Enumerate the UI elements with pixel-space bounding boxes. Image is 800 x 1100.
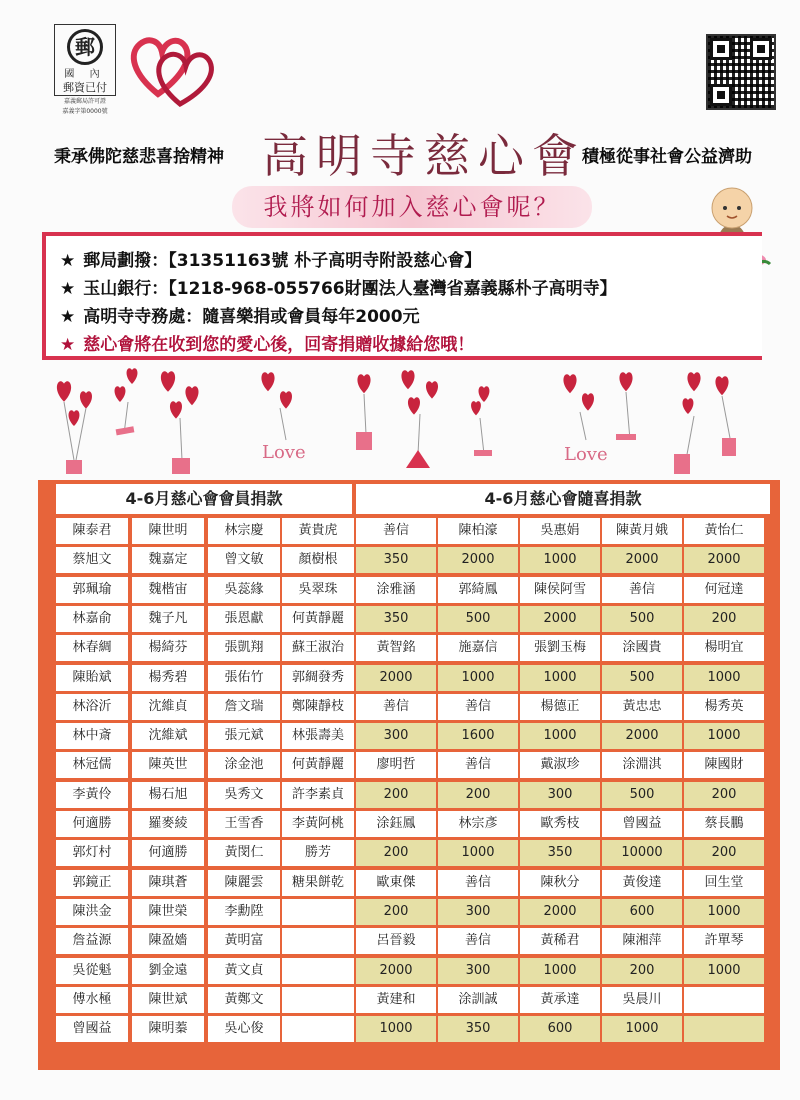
member-name-cell: 王雪香 <box>208 811 280 837</box>
member-name-cell: 張凱翔 <box>208 635 280 661</box>
donor-name-cell: 涂淵淇 <box>602 752 682 778</box>
member-name-cell: 張恩獻 <box>208 606 280 632</box>
donation-amount-cell: 200 <box>356 782 436 808</box>
free-donation-header: 4-6月慈心會隨喜捐款 <box>356 484 770 514</box>
donor-name-cell: 楊秀英 <box>684 694 764 720</box>
donor-name-cell: 黃智銘 <box>356 635 436 661</box>
member-name-cell: 林嘉俞 <box>56 606 128 632</box>
member-name-cell: 何適勝 <box>56 811 128 837</box>
member-name-cell: 曾國益 <box>56 1016 128 1042</box>
donation-amount-cell: 300 <box>520 782 600 808</box>
donor-name-cell: 吳惠娟 <box>520 518 600 544</box>
donor-name-cell: 善信 <box>602 577 682 603</box>
donation-amount-cell: 2000 <box>356 665 436 691</box>
member-name-cell: 糖果餅乾 <box>282 870 354 896</box>
love-label-1: Love <box>262 442 306 463</box>
donation-amount-cell: 2000 <box>356 958 436 984</box>
donor-name-cell: 陳侯阿雪 <box>520 577 600 603</box>
donor-name-cell: 施嘉信 <box>438 635 518 661</box>
donation-amount-cell: 1000 <box>438 840 518 866</box>
donor-name-cell: 陳柏濠 <box>438 518 518 544</box>
donation-table <box>38 480 780 1070</box>
join-info-box <box>42 232 762 360</box>
star-icon: ★ <box>60 307 76 327</box>
member-name-cell <box>282 958 354 984</box>
member-name-cell: 詹益源 <box>56 928 128 954</box>
member-name-cell: 林春綢 <box>56 635 128 661</box>
donor-name-cell: 呂晉毅 <box>356 928 436 954</box>
donor-name-cell: 黃稀君 <box>520 928 600 954</box>
donation-amount-cell: 300 <box>356 723 436 749</box>
donor-name-cell: 黃承達 <box>520 987 600 1013</box>
member-name-cell <box>282 987 354 1013</box>
member-name-cell: 黃文貞 <box>208 958 280 984</box>
member-name-cell: 羅麥綾 <box>132 811 204 837</box>
member-name-cell: 吳翠珠 <box>282 577 354 603</box>
member-name-cell: 黃閔仁 <box>208 840 280 866</box>
donation-amount-cell: 1600 <box>438 723 518 749</box>
slogan-left: 秉承佛陀慈悲喜捨精神 <box>54 147 224 167</box>
donor-name-cell: 陳國財 <box>684 752 764 778</box>
donor-name-cell: 何冠達 <box>684 577 764 603</box>
donor-name-cell: 涂雅涵 <box>356 577 436 603</box>
donor-name-cell: 戴淑珍 <box>520 752 600 778</box>
join-question-banner: 我將如何加入慈心會呢？ <box>232 186 592 228</box>
member-name-cell: 林宗慶 <box>208 518 280 544</box>
member-name-cell: 陳英世 <box>132 752 204 778</box>
donor-name-cell: 黃建和 <box>356 987 436 1013</box>
member-name-cell: 李黃伶 <box>56 782 128 808</box>
member-name-cell: 陳世斌 <box>132 987 204 1013</box>
donation-amount-cell: 350 <box>356 606 436 632</box>
member-name-cell: 顏樹根 <box>282 547 354 573</box>
member-name-cell: 沈維貞 <box>132 694 204 720</box>
member-name-cell: 陳洪金 <box>56 899 128 925</box>
member-name-cell: 楊石旭 <box>132 782 204 808</box>
member-name-cell <box>282 899 354 925</box>
donation-amount-cell: 600 <box>602 899 682 925</box>
member-name-cell <box>282 928 354 954</box>
donation-amount-cell: 350 <box>438 1016 518 1042</box>
member-name-cell: 郭珮瑜 <box>56 577 128 603</box>
donor-name-cell: 黃怡仁 <box>684 518 764 544</box>
info-text: 玉山銀行：【1218-968-055766財團法人臺灣省嘉義縣朴子高明寺】 <box>83 279 617 299</box>
heart-balloon-icon <box>57 381 92 474</box>
member-name-cell: 魏嘉定 <box>132 547 204 573</box>
member-name-cell: 黃明富 <box>208 928 280 954</box>
page-title: 高明寺慈心會 <box>262 129 586 183</box>
member-name-cell: 陳琪蒼 <box>132 870 204 896</box>
member-name-cell: 吳蕊緣 <box>208 577 280 603</box>
info-line-office <box>60 302 420 327</box>
donation-amount-cell: 1000 <box>356 1016 436 1042</box>
member-name-cell: 傅水極 <box>56 987 128 1013</box>
member-name-cell: 楊秀碧 <box>132 665 204 691</box>
member-name-cell: 陳世明 <box>132 518 204 544</box>
donation-amount-cell: 1000 <box>684 665 764 691</box>
donation-amount-cell: 500 <box>602 782 682 808</box>
donation-amount-cell: 2000 <box>438 547 518 573</box>
member-name-cell: 郭綢發秀 <box>282 665 354 691</box>
member-name-cell: 吳從魁 <box>56 958 128 984</box>
donor-name-cell: 陳湘萍 <box>602 928 682 954</box>
donation-amount-cell: 1000 <box>684 899 764 925</box>
member-name-cell: 陳明蓁 <box>132 1016 204 1042</box>
member-name-cell: 楊綺芬 <box>132 635 204 661</box>
member-name-cell: 蘇王淑治 <box>282 635 354 661</box>
donor-name-cell: 楊德正 <box>520 694 600 720</box>
member-name-cell: 陳麗雲 <box>208 870 280 896</box>
donation-amount-cell: 10000 <box>602 840 682 866</box>
donor-name-cell: 善信 <box>438 870 518 896</box>
donor-name-cell: 善信 <box>438 752 518 778</box>
donation-amount-cell: 500 <box>602 665 682 691</box>
member-name-cell: 何黃靜麗 <box>282 606 354 632</box>
member-name-cell: 林浴沂 <box>56 694 128 720</box>
member-name-cell: 林中斎 <box>56 723 128 749</box>
member-name-cell: 吳心俊 <box>208 1016 280 1042</box>
donation-amount-cell: 1000 <box>684 958 764 984</box>
donor-name-cell: 楊明宜 <box>684 635 764 661</box>
star-icon: ★ <box>60 279 76 299</box>
donor-name-cell: 善信 <box>438 928 518 954</box>
donation-amount-cell: 2000 <box>602 723 682 749</box>
member-name-cell: 魏楷宙 <box>132 577 204 603</box>
donation-amount-cell: 350 <box>356 547 436 573</box>
member-name-cell: 詹文瑞 <box>208 694 280 720</box>
info-line-postal <box>60 246 481 271</box>
donation-amount-cell: 300 <box>438 899 518 925</box>
donation-amount-cell: 1000 <box>520 958 600 984</box>
donor-name-cell: 蔡長鵬 <box>684 811 764 837</box>
donor-name-cell: 陳黃月娥 <box>602 518 682 544</box>
member-name-cell: 郭灯村 <box>56 840 128 866</box>
donor-name-cell: 張劉玉梅 <box>520 635 600 661</box>
donation-amount-cell: 1000 <box>520 665 600 691</box>
donor-name-cell: 歐東傑 <box>356 870 436 896</box>
qr-code-icon <box>706 34 776 110</box>
member-name-cell: 林張壽美 <box>282 723 354 749</box>
donation-amount-cell: 1000 <box>684 723 764 749</box>
member-name-cell: 涂金池 <box>208 752 280 778</box>
member-name-cell: 劉金遠 <box>132 958 204 984</box>
donation-amount-cell: 200 <box>602 958 682 984</box>
donation-amount-cell: 600 <box>520 1016 600 1042</box>
donation-amount-cell: 1000 <box>520 547 600 573</box>
member-name-cell: 何黃靜麗 <box>282 752 354 778</box>
donation-amount-cell: 2000 <box>520 606 600 632</box>
donation-amount-cell: 1000 <box>520 723 600 749</box>
donation-amount-cell: 200 <box>684 606 764 632</box>
donation-amount-cell: 500 <box>602 606 682 632</box>
star-icon: ★ <box>60 251 76 271</box>
member-name-cell: 何適勝 <box>132 840 204 866</box>
donation-amount-cell: 200 <box>684 840 764 866</box>
donation-amount-cell: 500 <box>438 606 518 632</box>
donor-name-cell: 涂國貴 <box>602 635 682 661</box>
donor-name-cell: 善信 <box>356 518 436 544</box>
love-label-2: Love <box>564 444 608 465</box>
donor-name-cell: 許單琴 <box>684 928 764 954</box>
member-name-cell: 吳秀文 <box>208 782 280 808</box>
postage-line2: 郵資已付 <box>63 81 107 94</box>
slogan-right: 積極從事社會公益濟助 <box>582 147 752 167</box>
donor-name-cell: 曾國益 <box>602 811 682 837</box>
member-name-cell: 魏子凡 <box>132 606 204 632</box>
donor-name-cell: 善信 <box>356 694 436 720</box>
donation-amount-cell <box>684 1016 764 1042</box>
donor-name-cell: 郭綺鳳 <box>438 577 518 603</box>
donation-amount-cell: 300 <box>438 958 518 984</box>
info-line-bank <box>60 274 617 299</box>
donation-amount-cell: 200 <box>438 782 518 808</box>
donation-amount-cell: 2000 <box>602 547 682 573</box>
star-icon: ★ <box>60 335 76 355</box>
member-name-cell: 黃貴虎 <box>282 518 354 544</box>
member-name-cell: 陳貽斌 <box>56 665 128 691</box>
donor-name-cell: 廖明哲 <box>356 752 436 778</box>
donation-amount-cell: 1000 <box>438 665 518 691</box>
member-name-cell: 郭鏡正 <box>56 870 128 896</box>
donor-name-cell: 善信 <box>438 694 518 720</box>
member-name-cell: 沈維斌 <box>132 723 204 749</box>
donation-amount-cell: 2000 <box>520 899 600 925</box>
member-donation-header: 4-6月慈心會會員捐款 <box>56 484 352 514</box>
info-text: 郵局劃撥：【31351163號 朴子高明寺附設慈心會】 <box>83 251 482 271</box>
member-name-cell: 許李素貞 <box>282 782 354 808</box>
member-name-cell: 曾文敏 <box>208 547 280 573</box>
twin-hearts-icon <box>128 24 218 114</box>
donor-name-cell: 林宗彥 <box>438 811 518 837</box>
member-name-cell: 張元斌 <box>208 723 280 749</box>
donor-name-cell: 黃俊達 <box>602 870 682 896</box>
info-text: 高明寺寺務處：隨喜樂捐或會員每年2000元 <box>83 307 420 327</box>
member-name-cell: 林冠儒 <box>56 752 128 778</box>
donation-amount-cell: 1000 <box>602 1016 682 1042</box>
donation-amount-cell: 2000 <box>684 547 764 573</box>
donor-name-cell: 回生堂 <box>684 870 764 896</box>
heart-balloons-decoration <box>40 364 760 476</box>
member-name-cell: 陳世榮 <box>132 899 204 925</box>
donation-amount-cell: 200 <box>684 782 764 808</box>
member-name-cell: 黃鄭文 <box>208 987 280 1013</box>
donation-amount-cell: 200 <box>356 840 436 866</box>
postage-note2: 嘉義字第0000號 <box>62 108 108 115</box>
member-name-cell: 李黃阿桃 <box>282 811 354 837</box>
donor-name-cell: 吳晨川 <box>602 987 682 1013</box>
member-name-cell: 蔡旭文 <box>56 547 128 573</box>
donor-name-cell: 涂訓誠 <box>438 987 518 1013</box>
member-name-cell: 李勳陞 <box>208 899 280 925</box>
post-seal-icon: 郵 <box>67 29 103 65</box>
member-name-cell <box>282 1016 354 1042</box>
donation-amount-cell: 350 <box>520 840 600 866</box>
donor-name-cell: 陳秋分 <box>520 870 600 896</box>
member-name-cell: 鄭陳靜枝 <box>282 694 354 720</box>
donor-name-cell: 黃忠忠 <box>602 694 682 720</box>
member-name-cell: 勝芳 <box>282 840 354 866</box>
info-line-receipt <box>60 330 474 355</box>
postage-mark <box>52 24 118 116</box>
donor-name-cell <box>684 987 764 1013</box>
info-text: 慈心會將在收到您的愛心後，回寄捐贈收據給您哦！ <box>83 335 475 355</box>
donor-name-cell: 涂鈺鳳 <box>356 811 436 837</box>
postage-line1: 國 內 <box>64 69 106 80</box>
postage-note1: 嘉義郵局許可證 <box>63 98 106 105</box>
member-name-cell: 陳盈嬙 <box>132 928 204 954</box>
donor-name-cell: 歐秀枝 <box>520 811 600 837</box>
donation-amount-cell: 200 <box>356 899 436 925</box>
member-name-cell: 陳泰君 <box>56 518 128 544</box>
member-name-cell: 張佑竹 <box>208 665 280 691</box>
